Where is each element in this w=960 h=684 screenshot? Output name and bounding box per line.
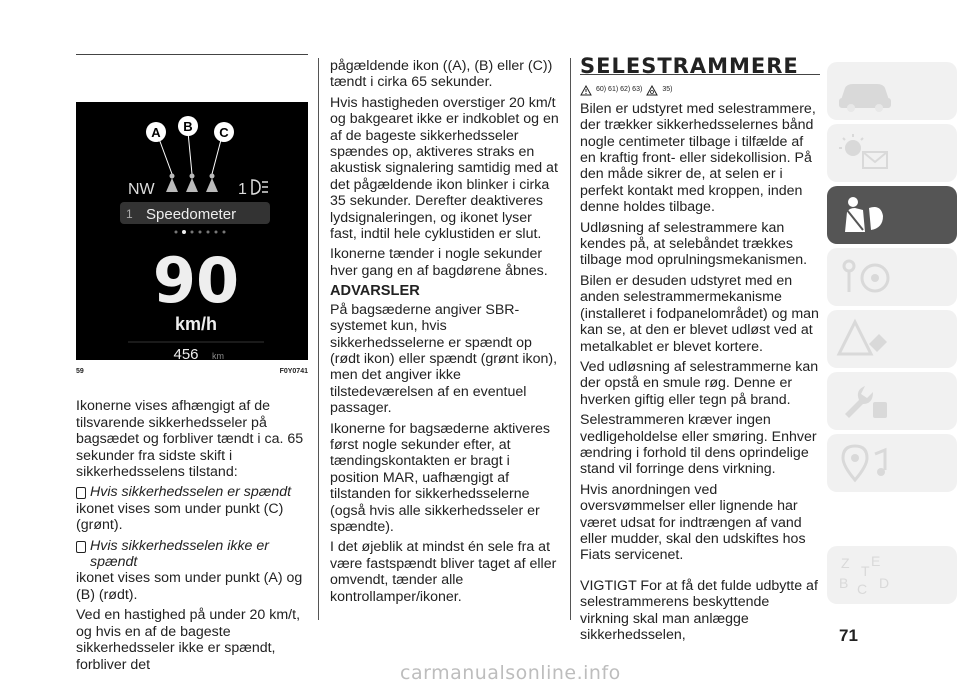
paragraph: Udløsning af selestrammere kan kendes på, at selebåndet trækkes tilbage mod oprulningsmekanismen. <box>580 219 808 269</box>
paragraph: ikonet vises som under punkt (A) og (B) (rødt). <box>76 570 303 603</box>
column-1 <box>76 58 308 677</box>
label-b: B <box>183 119 193 134</box>
bullet-item <box>76 484 308 500</box>
svg-text:T: T <box>861 563 870 579</box>
warning-triangle-icon <box>580 85 592 96</box>
speed-value: 90 <box>152 244 240 317</box>
page-number: 71 <box>839 626 858 645</box>
svg-text:E: E <box>871 553 881 569</box>
tab-warning-lights[interactable] <box>827 124 957 182</box>
warnings-heading: ADVARSLER <box>330 283 420 300</box>
tab-car-info[interactable] <box>827 62 957 120</box>
paragraph: Ved udløsning af selestrammerne kan der opstå en smule røg. Denne er hverken giftig eller tegn på brand. <box>580 358 819 408</box>
seatbelt-airbag-icon <box>835 192 895 238</box>
svg-text:D: D <box>879 575 890 591</box>
emergency-icon <box>835 316 895 362</box>
warning-refs: 60) 61) 62) 63) <box>596 86 643 94</box>
top-rule-left <box>76 54 308 55</box>
svg-text:Z: Z <box>841 555 850 571</box>
tab-index[interactable] <box>827 546 957 604</box>
warning-lights-icon <box>835 130 895 176</box>
figure-caption <box>76 364 308 380</box>
paragraph: Ikonerne vises afhængigt af de tilsvarende sikkerhedsseler på bagsædet og forbliver tændt i ca. 65 sekunder fra sidste skift i sikkerhedsselens tilstand: <box>76 398 304 481</box>
index-icon <box>835 552 895 598</box>
paragraph: Ikonerne tænder i nogle sekunder hver gang en af bagdørene åbnes. <box>330 246 548 279</box>
tab-maintenance[interactable] <box>827 372 957 430</box>
multimedia-icon <box>835 440 895 486</box>
column-2 <box>330 58 562 609</box>
bullet-box-icon <box>76 541 86 553</box>
watermark: carmanualsonline.info <box>400 662 621 684</box>
menu-indicator: 1 <box>126 207 133 221</box>
odometer-unit: km <box>212 351 224 360</box>
paragraph: Bilen er udstyret med selestrammere, der trækker sikkerhedsselernes bånd nogle centimeter tilbage i tilfælde af en kraftig front- eller sidekollision. På den måde sikrer de, at selen er i perfekt kontakt med kroppen, inden denne holdes tilbage. <box>580 100 816 216</box>
svg-text:C: C <box>857 581 868 597</box>
label-a: A <box>151 125 161 140</box>
paragraph: Selestrammeren kræver ingen vedligeholdelse eller smøring. Enhver ændring i forhold til dens oprindelige stand vil forringe dens virkning. <box>580 412 817 478</box>
paragraph: Hvis anordningen ved oversvømmelser eller lignende har været udsat for indtrængen af vand eller mudder, skal den udskiftes hos Fiats servicenet. <box>580 481 806 564</box>
caution-triangle-icon <box>646 85 658 96</box>
maintenance-icon <box>835 378 895 424</box>
tab-multimedia[interactable] <box>827 434 957 492</box>
column-divider-1 <box>318 58 319 620</box>
svg-text:B: B <box>839 575 849 591</box>
bullet-title: Hvis sikkerhedsselen er spændt <box>90 484 292 501</box>
paragraph: ikonet vises som under punkt (C) (grønt). <box>76 500 284 534</box>
gear-right: 1 <box>238 181 247 198</box>
car-info-icon <box>835 68 895 114</box>
bullet-item <box>76 538 308 571</box>
screen-title: Speedometer <box>146 206 237 223</box>
tab-safety[interactable] <box>827 186 957 244</box>
paragraph: Ikonerne for bagsæderne aktiveres først nogle sekunder efter, at tændingskontakten er bragt i position MAR, uafhængigt af tilstanden for sikkerhedsselerne (også hvis alle sikkerhedsseler er spændte). <box>330 420 551 535</box>
column-divider-2 <box>570 58 571 620</box>
figure-code: F0Y0741 <box>279 368 308 375</box>
section-heading: SELESTRAMMERE <box>580 54 799 78</box>
paragraph: Bilen er desuden udstyret med en anden selestrammermekanisme (installeret i fodpanelområdet) og man kan se, at den er blevet udløst ved at metalkablet er blevet kortere. <box>580 272 819 355</box>
tab-emergency[interactable] <box>827 310 957 368</box>
dashboard-graphic <box>76 102 308 360</box>
bullet-box-icon <box>76 487 86 499</box>
column-3 <box>580 54 820 647</box>
reference-row <box>580 82 820 98</box>
speed-unit: km/h <box>174 314 218 334</box>
label-c: C <box>219 125 229 140</box>
odometer-value: 456 <box>173 346 199 360</box>
paragraph: VIGTIGT For at få det fulde udbytte af selestrammerens beskyttende virkning skal man anlægge sikkerhedsselen, <box>580 577 818 643</box>
gear-left: NW <box>128 181 155 198</box>
paragraph: Hvis hastigheden overstiger 20 km/t og bakgearet ikke er indkoblet og en af de bageste sikkerhedsseler spændes op, aktiveres straks en akustisk signalering samtidig med at det pågældende ikon blinker i cirka 35 sekunder. Derefter deaktiveres lydsignaleringen, og ikonet lyser fast, indtil hele cyklustiden er slut. <box>330 94 559 243</box>
bullet-title: Hvis sikkerhedsselen ikke er spændt <box>90 537 269 571</box>
tab-starting-driving[interactable] <box>827 248 957 306</box>
key-steering-icon <box>835 254 895 300</box>
dashboard-figure <box>76 102 308 360</box>
paragraph: I det øjeblik at mindst én sele fra at være fastspændt bliver taget af eller omvendt, tænder alle kontrollamper/ikoner. <box>330 539 557 605</box>
paragraph: På bagsæderne angiver SBR-systemet kun, hvis sikkerhedsselerne er spændt op (rødt ikon) eller spændt (grønt ikon), men det angiver ikke tilstedeværelsen af en eventuel passager. <box>330 301 558 417</box>
figure-number: 59 <box>76 368 84 375</box>
paragraph: Ved en hastighed på under 20 km/t, og hvis en af de bageste sikkerhedsseler ikke er spændt, forbliver det <box>76 607 301 673</box>
caution-refs: 35) <box>662 86 673 94</box>
paragraph: pågældende ikon ((A), (B) eller (C)) tændt i cirka 65 sekunder. <box>330 58 553 91</box>
